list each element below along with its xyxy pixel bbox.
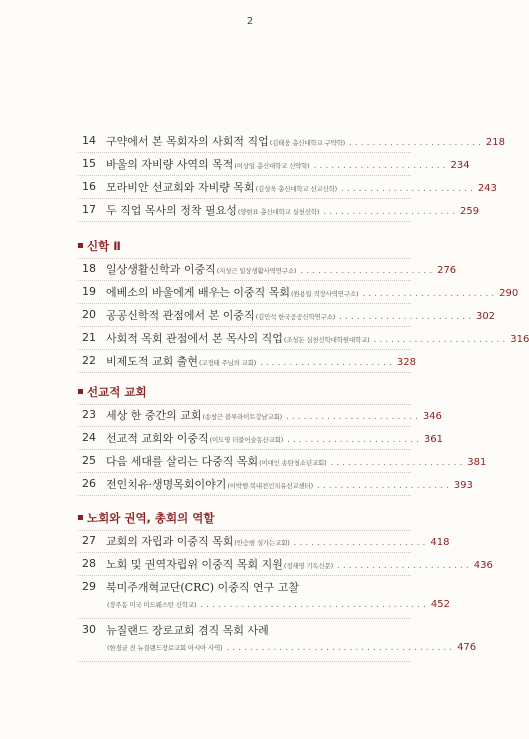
toc-entry-30[interactable] bbox=[78, 619, 477, 662]
entry-title: 선교적 교회와 이중직 bbox=[106, 432, 209, 445]
leader-dots: ....................... bbox=[336, 561, 472, 571]
entry-author: (장주동 미국 미드웨스턴 신학교) bbox=[107, 601, 197, 609]
entry-page: 328 bbox=[396, 357, 416, 368]
toc-entry-18[interactable] bbox=[78, 258, 457, 281]
entry-number: 26 bbox=[82, 477, 96, 490]
leader-dots: ....................... bbox=[287, 435, 422, 445]
entry-title: 일상생활신학과 이중직 bbox=[106, 263, 216, 276]
entry-number: 29 bbox=[82, 580, 96, 593]
entry-title: 교회의 자립과 이중직 목회 bbox=[106, 535, 234, 548]
section-square-icon bbox=[78, 389, 83, 394]
entry-title: 사회적 목회 관점에서 본 목사의 직업 bbox=[106, 332, 283, 345]
toc-entry-27[interactable] bbox=[78, 530, 450, 553]
entry-author: (한경균 전 뉴질랜드장로교회 아시아 사역) bbox=[107, 644, 223, 652]
leader-dots: ....................... bbox=[300, 266, 436, 276]
leader-dots: ....................... bbox=[260, 358, 395, 368]
entry-author: (안승범 성가는교회) bbox=[234, 539, 290, 547]
leader-dots: ....................... bbox=[316, 481, 452, 491]
leader-dots: ....................... bbox=[341, 184, 476, 194]
entry-author: (원용일 직장사역연구소) bbox=[291, 290, 359, 298]
entry-author: (김태웅 총신대학교 구약학) bbox=[269, 139, 346, 147]
entry-page: 346 bbox=[422, 411, 442, 422]
entry-page: 418 bbox=[430, 537, 450, 548]
entry-title: 뉴질랜드 장로교회 겸직 목회 사례 bbox=[106, 624, 269, 637]
section-heading-presbytery-roles bbox=[78, 510, 411, 531]
entry-number: 27 bbox=[82, 534, 96, 547]
entry-number: 25 bbox=[82, 454, 96, 467]
entry-author: (송창근 블루라이트강남교회) bbox=[202, 413, 282, 421]
entry-page: 436 bbox=[473, 560, 493, 571]
entry-title: 모라비안 선교회와 자비량 목회 bbox=[106, 181, 255, 194]
entry-author: (정재영 기독신문) bbox=[283, 562, 333, 570]
entry-title: 구약에서 본 목회자의 사회적 직업 bbox=[106, 135, 269, 148]
section-square-icon bbox=[78, 515, 83, 520]
toc-group-2 bbox=[78, 258, 529, 373]
entry-number: 15 bbox=[82, 157, 96, 170]
entry-page: 452 bbox=[430, 599, 450, 610]
entry-author: (이도영 더불어숲동산교회) bbox=[209, 436, 284, 444]
leader-dots: ....................... bbox=[330, 458, 466, 468]
section-heading-theology-2 bbox=[78, 238, 411, 259]
entry-page: 381 bbox=[467, 457, 487, 468]
entry-author: (지성근 일상생활사역연구소) bbox=[216, 267, 297, 275]
toc-group-1 bbox=[78, 130, 505, 222]
entry-title: 북미주개혁교단(CRC) 이중직 연구 고찰 bbox=[106, 581, 299, 594]
entry-number: 28 bbox=[82, 557, 96, 570]
entry-page: 361 bbox=[423, 434, 443, 445]
entry-title: 세상 한 중간의 교회 bbox=[106, 409, 202, 422]
toc-entry-23[interactable] bbox=[78, 404, 442, 427]
entry-author: (이상일 총신대학교 신약학) bbox=[234, 162, 310, 170]
entry-author: (김성욱 총신대학교 선교신학) bbox=[255, 185, 337, 193]
section-title: 선교적 교회 bbox=[87, 385, 147, 399]
entry-page: 259 bbox=[460, 206, 480, 217]
toc-entry-14[interactable] bbox=[78, 130, 505, 153]
leader-dots: ....................................... bbox=[200, 600, 429, 610]
page-number: 2 bbox=[246, 16, 254, 27]
leader-dots: ....................... bbox=[362, 289, 498, 299]
leader-dots: ....................... bbox=[293, 538, 429, 548]
entry-title: 다음 세대를 살리는 다중직 목회 bbox=[106, 455, 259, 468]
section-square-icon bbox=[78, 243, 83, 248]
toc-group-3 bbox=[78, 404, 487, 496]
entry-page: 218 bbox=[485, 137, 505, 148]
toc-entry-20[interactable] bbox=[78, 304, 496, 327]
entry-page: 302 bbox=[475, 311, 496, 322]
entry-author: (고정태 주님의 교회) bbox=[199, 359, 257, 367]
entry-page: 290 bbox=[499, 288, 519, 299]
entry-page: 276 bbox=[437, 265, 457, 276]
entry-title: 노회 및 권역자립위 이중직 목회 지원 bbox=[106, 558, 283, 571]
entry-title: 두 직업 목사의 정착 필요성 bbox=[106, 204, 237, 217]
entry-author: (조성돈 실천신학대학원대학교) bbox=[283, 336, 370, 344]
toc-entry-25[interactable] bbox=[78, 450, 487, 473]
entry-number: 18 bbox=[82, 262, 96, 275]
entry-number: 30 bbox=[82, 623, 96, 636]
entry-number: 23 bbox=[82, 408, 96, 421]
toc-group-4 bbox=[78, 530, 493, 662]
section-title: 신학 Ⅱ bbox=[87, 239, 121, 253]
section-heading-missional-church bbox=[78, 384, 411, 405]
entry-title: 바울의 자비량 사역의 목적 bbox=[106, 158, 234, 171]
entry-page: 243 bbox=[477, 183, 497, 194]
entry-page: 316 bbox=[510, 334, 529, 345]
leader-dots: ....................... bbox=[313, 161, 449, 171]
toc-entry-28[interactable] bbox=[78, 553, 493, 576]
toc-entry-24[interactable] bbox=[78, 427, 443, 450]
entry-number: 16 bbox=[82, 180, 96, 193]
toc-entry-21[interactable] bbox=[78, 327, 529, 350]
leader-dots: ....................... bbox=[349, 138, 484, 148]
entry-title: 공공신학적 관점에서 본 이중직 bbox=[106, 309, 255, 322]
toc-entry-17[interactable] bbox=[78, 199, 480, 222]
entry-author: (양현표 총신대학교 실천신학) bbox=[237, 208, 320, 216]
entry-page: 393 bbox=[453, 480, 473, 491]
entry-page: 234 bbox=[450, 160, 470, 171]
entry-author: (김민석 한국공공신학연구소) bbox=[255, 313, 336, 321]
toc-entry-19[interactable] bbox=[78, 281, 519, 304]
entry-author: (이대인 송탄청소년교회) bbox=[259, 459, 327, 467]
entry-number: 24 bbox=[82, 431, 96, 444]
toc-entry-22[interactable] bbox=[78, 350, 416, 373]
section-title: 노회와 권역, 총회의 역할 bbox=[87, 511, 215, 525]
entry-number: 22 bbox=[82, 354, 96, 367]
entry-number: 21 bbox=[82, 331, 96, 344]
leader-dots: ....................................... bbox=[226, 643, 456, 653]
entry-number: 17 bbox=[82, 203, 96, 216]
toc-entry-29[interactable] bbox=[78, 576, 450, 619]
leader-dots: ....................... bbox=[323, 207, 459, 217]
leader-dots: ....................... bbox=[373, 335, 509, 345]
toc-entry-16[interactable] bbox=[78, 176, 497, 199]
leader-dots: ....................... bbox=[286, 412, 421, 422]
toc-entry-15[interactable] bbox=[78, 153, 470, 176]
entry-number: 14 bbox=[82, 134, 96, 147]
leader-dots: ....................... bbox=[339, 312, 474, 322]
entry-page: 476 bbox=[457, 642, 477, 653]
entry-number: 19 bbox=[82, 285, 96, 298]
toc-entry-26[interactable] bbox=[78, 473, 473, 496]
entry-title: 전인치유·생명목회이야기 bbox=[106, 478, 227, 491]
entry-title: 에베소의 바울에게 배우는 이중직 목회 bbox=[106, 286, 291, 299]
entry-number: 20 bbox=[82, 308, 96, 321]
entry-author: (이박행 복내전인치유선교센터) bbox=[227, 482, 313, 490]
entry-title: 비제도적 교회 출현 bbox=[106, 355, 199, 368]
